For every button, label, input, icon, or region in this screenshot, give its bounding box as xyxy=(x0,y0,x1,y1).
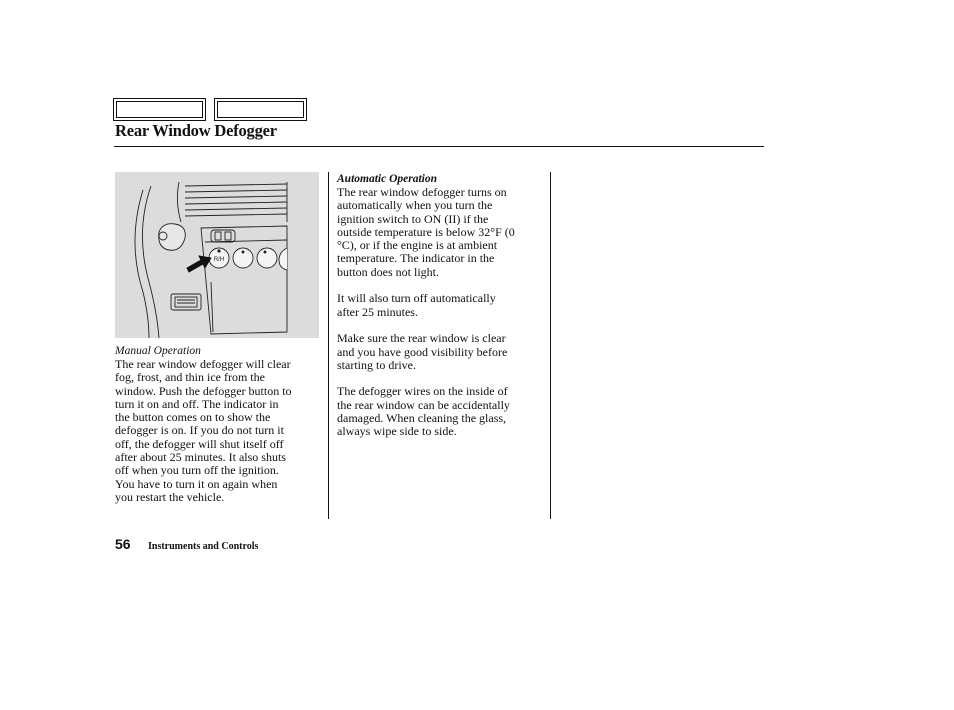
text-line: button does not light. xyxy=(337,264,439,279)
button-label: R/H xyxy=(213,257,225,263)
text-line: ignition switch to ON (II) if the xyxy=(337,211,489,226)
vent-slats-icon xyxy=(177,182,287,222)
text-line: automatically when you turn the xyxy=(337,198,493,213)
title-rule xyxy=(114,146,764,147)
paragraph xyxy=(337,292,549,319)
text-line: temperature. The indicator in the xyxy=(337,251,495,266)
text-line: the rear window can be accidentally xyxy=(337,397,510,412)
text-line: off, the defogger will shut itself off xyxy=(115,436,284,451)
nav-prev-button[interactable] xyxy=(113,98,206,121)
text-line: The rear window defogger will clear xyxy=(115,357,291,371)
paragraph xyxy=(337,385,549,438)
text-line: damaged. When cleaning the glass, xyxy=(337,411,507,426)
text-line: The defogger wires on the inside of xyxy=(337,384,508,399)
text-line: °C), or if the engine is at ambient xyxy=(337,238,498,253)
text-line: and you have good visibility before xyxy=(337,344,508,359)
page-number: 56 xyxy=(115,536,131,552)
text-line: always wipe side to side. xyxy=(337,424,457,439)
text-line: after 25 minutes. xyxy=(337,304,418,319)
page-title: Rear Window Defogger xyxy=(115,121,277,140)
defogger-button-icon xyxy=(209,248,229,268)
text-line: starting to drive. xyxy=(337,357,416,372)
manual-operation-heading: Manual Operation xyxy=(115,345,201,357)
manual-operation-body xyxy=(115,358,321,504)
column-divider-1 xyxy=(328,172,329,519)
text-line: you restart the vehicle. xyxy=(115,489,225,504)
text-line: fog, frost, and thin ice from the xyxy=(115,370,265,385)
text-line: the button comes on to show the xyxy=(115,410,271,425)
pointer-arrow-icon xyxy=(187,256,211,272)
automatic-operation-heading: Automatic Operation xyxy=(337,173,437,185)
manual-operation-section xyxy=(115,345,321,504)
column-divider-2 xyxy=(550,172,551,519)
automatic-operation-section xyxy=(337,172,549,452)
text-line: Make sure the rear window is clear xyxy=(337,331,506,346)
paragraph xyxy=(337,332,549,372)
text-line: You have to turn it on again when xyxy=(115,476,278,491)
text-line: window. Push the defogger button to xyxy=(115,383,292,398)
section-name: Instruments and Controls xyxy=(148,541,259,552)
text-line: It will also turn off automatically xyxy=(337,291,496,306)
text-line: defogger is on. If you do not turn it xyxy=(115,423,284,438)
defogger-illustration xyxy=(115,172,319,338)
paragraph xyxy=(337,186,549,279)
text-line: after about 25 minutes. It also shuts xyxy=(115,450,286,465)
text-line: outside temperature is below 32°F (0 xyxy=(337,224,515,239)
text-line: turn it on and off. The indicator in xyxy=(115,396,279,411)
nav-next-button[interactable] xyxy=(214,98,307,121)
text-line: The rear window defogger turns on xyxy=(337,185,507,199)
text-line: off when you turn off the ignition. xyxy=(115,463,279,478)
